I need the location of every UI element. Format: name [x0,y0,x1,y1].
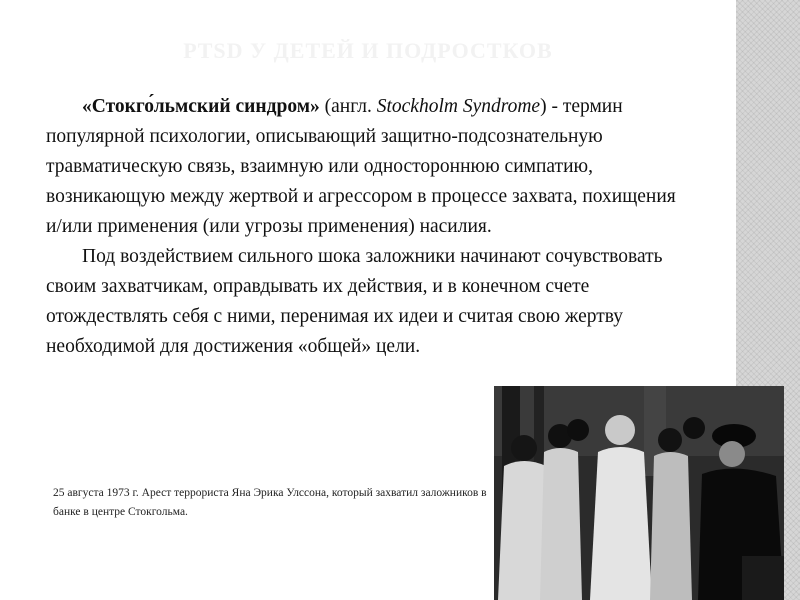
english-term: Stockholm Syndrome [376,96,541,117]
term-stockholm-syndrome: «Стокго́льмский синдром» [82,96,320,117]
body-text [46,92,676,362]
slide-title: PTSD У ДЕТЕЙ И ПОДРОСТКОВ [183,38,553,63]
photo-caption: 25 августа 1973 г. Арест террориста Яна Эрика Улссона, который захватил заложников в банке в центре Стокгольма. [53,487,487,518]
effects-text: Под воздействием сильного шока заложники начинают сочувствовать своим захватчикам, оправдывать их действия, и в конечном счете отождествлять себя с ними, перенимая их идеи и считая свою жертву необходимой для достижения «общей» цели. [46,246,663,357]
definition-text-a: (англ. [319,96,377,117]
arrest-photo [494,386,784,600]
paragraph-effects [46,242,676,362]
paragraph-definition [46,92,676,242]
definition-text-b: ) - термин популярной психологии, описывающий защитно-подсознательную травматическую связь, взаимную или одностороннюю симпатию, возникающую между жертвой и агрессором в процессе захвата, похищения и/или применения (или угрозы применения) насилия. [46,96,676,237]
